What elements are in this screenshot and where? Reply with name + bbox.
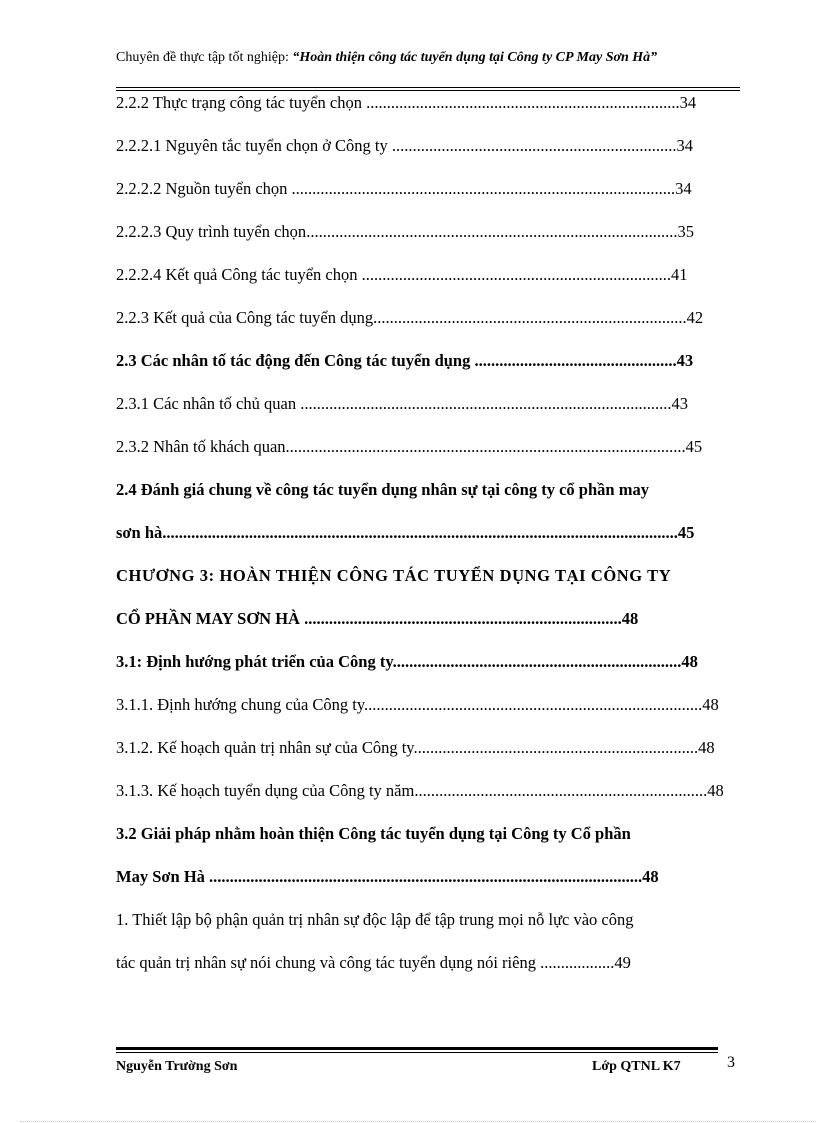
toc-entry-text: 2.2.2 Thực trạng công tác tuyển chọn [116,93,367,112]
header-rule [116,87,740,88]
toc-entry-dots: ............................................................................................. [291,179,676,198]
toc-entry-page: 41 [671,265,688,284]
toc-entry-dots: .................................................................................. [364,695,703,714]
toc-entry-page: 35 [677,222,694,241]
toc-entry-section [116,822,631,846]
toc-entry-dots: ......................................................................................................... [209,867,643,886]
toc-entry [116,908,634,932]
toc-entry-page: 48 [681,652,698,671]
toc-entry [116,951,631,975]
toc-entry-text: CHƯƠNG 3: HOÀN THIỆN CÔNG TÁC TUYỂN DỤNG TẠI CÔNG TY [116,566,672,585]
toc-entry [116,220,694,244]
toc-entry-dots: ................................................................................................. [285,437,686,456]
toc-entry-section [116,865,659,889]
toc-entry-page: 34 [676,136,694,155]
toc-entry-dots: ........................................................................... [361,265,671,284]
toc-entry-dots: ................................................. [474,351,677,370]
toc-entry-dots: .................. [540,953,615,972]
toc-entry-text: May Sơn Hà [116,867,210,886]
toc-entry-text: 2.2.2.3 Quy trình tuyển chọn [116,222,307,241]
toc-entry-dots: .......................................................................................... [300,394,672,413]
toc-entry-text: sơn hà [116,523,163,542]
toc-entry-text: 2.2.2.1 Nguyên tắc tuyển chọn ở Công ty [116,136,392,155]
toc-entry-dots: ............................................................................ [373,308,687,327]
toc-entry-text: 3.1.1. Định hướng chung của Công ty [116,695,365,714]
footer-rule [116,1047,718,1050]
toc-entry-text: 3.1: Định hướng phát triển của Công ty [116,652,393,671]
toc-entry-page: 45 [677,523,695,542]
toc-entry-dots: ............................................................................. [304,609,622,628]
page-number: 3 [727,1054,735,1071]
footer-author: Nguyễn Trường Sơn [116,1059,238,1074]
toc-entry-section [116,650,698,674]
toc-entry-chapter [116,564,671,588]
toc-entry-text: 2.4 Đánh giá chung về công tác tuyển dụng nhân sự tại công ty cổ phần may [116,480,649,499]
toc-entry [116,263,688,287]
footer-class: Lớp QTNL K7 [592,1059,681,1074]
toc-entry [116,435,702,459]
toc-entry-text: 3.2 Giải pháp nhằm hoàn thiện Công tác tuyển dụng tại Công ty Cổ phần [116,824,631,843]
toc-entry-section [116,478,649,502]
toc-entry-page: 49 [614,953,631,972]
toc-entry-text: 2.2.2.4 Kết quả Công tác tuyển chọn [116,265,362,284]
toc-entry-page: 34 [679,93,697,112]
toc-entry-chapter [116,607,638,631]
toc-entry-page: 48 [702,695,719,714]
toc-entry-text: 1. Thiết lập bộ phận quản trị nhân sự độc lập để tập trung mọi nỗ lực vào công [116,910,634,929]
toc-entry-section [116,521,694,545]
toc-entry-dots: ............................................................................................................................. [162,523,678,542]
toc-entry [116,91,696,115]
toc-entry [116,736,715,760]
toc-entry-page: 48 [698,738,715,757]
toc-entry-dots: ....................................................................... [414,781,708,800]
toc-entry-text: 2.3 Các nhân tố tác động đến Công tác tuyển dụng [116,351,475,370]
toc-entry-text: CỔ PHẦN MAY SƠN HÀ [116,609,305,628]
toc-entry-text: 2.3.2 Nhân tố khách quan [116,437,286,456]
header-label: Chuyên đề thực tập tốt nghiệp: [116,50,293,65]
toc-entry-dots: ............................................................................ [366,93,680,112]
toc-entry-page: 43 [676,351,694,370]
toc-entry-page: 45 [685,437,703,456]
toc-entry-text: 3.1.3. Kế hoạch tuyển dụng của Công ty năm [116,781,415,800]
toc-entry [116,693,719,717]
toc-entry-page: 48 [707,781,724,800]
footer-rule-thin [116,1052,718,1053]
toc-entry-page: 48 [621,609,639,628]
toc-entry-text: 2.3.1 Các nhân tố chủ quan [116,394,301,413]
toc-entry-dots: ..................................................................... [413,738,699,757]
toc-entry-dots: ..................................................................... [391,136,677,155]
header-title: “Hoàn thiện công tác tuyển dụng tại Công ty CP May Sơn Hà” [292,50,658,65]
toc-entry-page: 34 [675,179,692,198]
toc-entry-text: 2.2.2.2 Nguồn tuyển chọn [116,179,292,198]
toc-entry [116,779,724,803]
toc-entry-section [116,349,693,373]
page-header [116,50,740,66]
toc-entry-page: 48 [642,867,659,886]
toc-entry-text: 3.1.2. Kế hoạch quản trị nhân sự của Công ty [116,738,414,757]
toc-entry-page: 42 [686,308,704,327]
toc-entry-text: tác quản trị nhân sự nói chung và công tác tuyển dụng nói riêng [116,953,541,972]
toc-entry [116,392,688,416]
toc-entry-page: 43 [671,394,688,413]
page-edge [20,1121,816,1122]
toc-entry-text: 2.2.3 Kết quả của Công tác tuyển dụng [116,308,374,327]
toc-entry [116,306,703,330]
toc-entry [116,134,693,158]
toc-entry-dots: .......................................................................................... [306,222,678,241]
toc-entry [116,177,692,201]
toc-entry-dots: ...................................................................... [392,652,682,671]
